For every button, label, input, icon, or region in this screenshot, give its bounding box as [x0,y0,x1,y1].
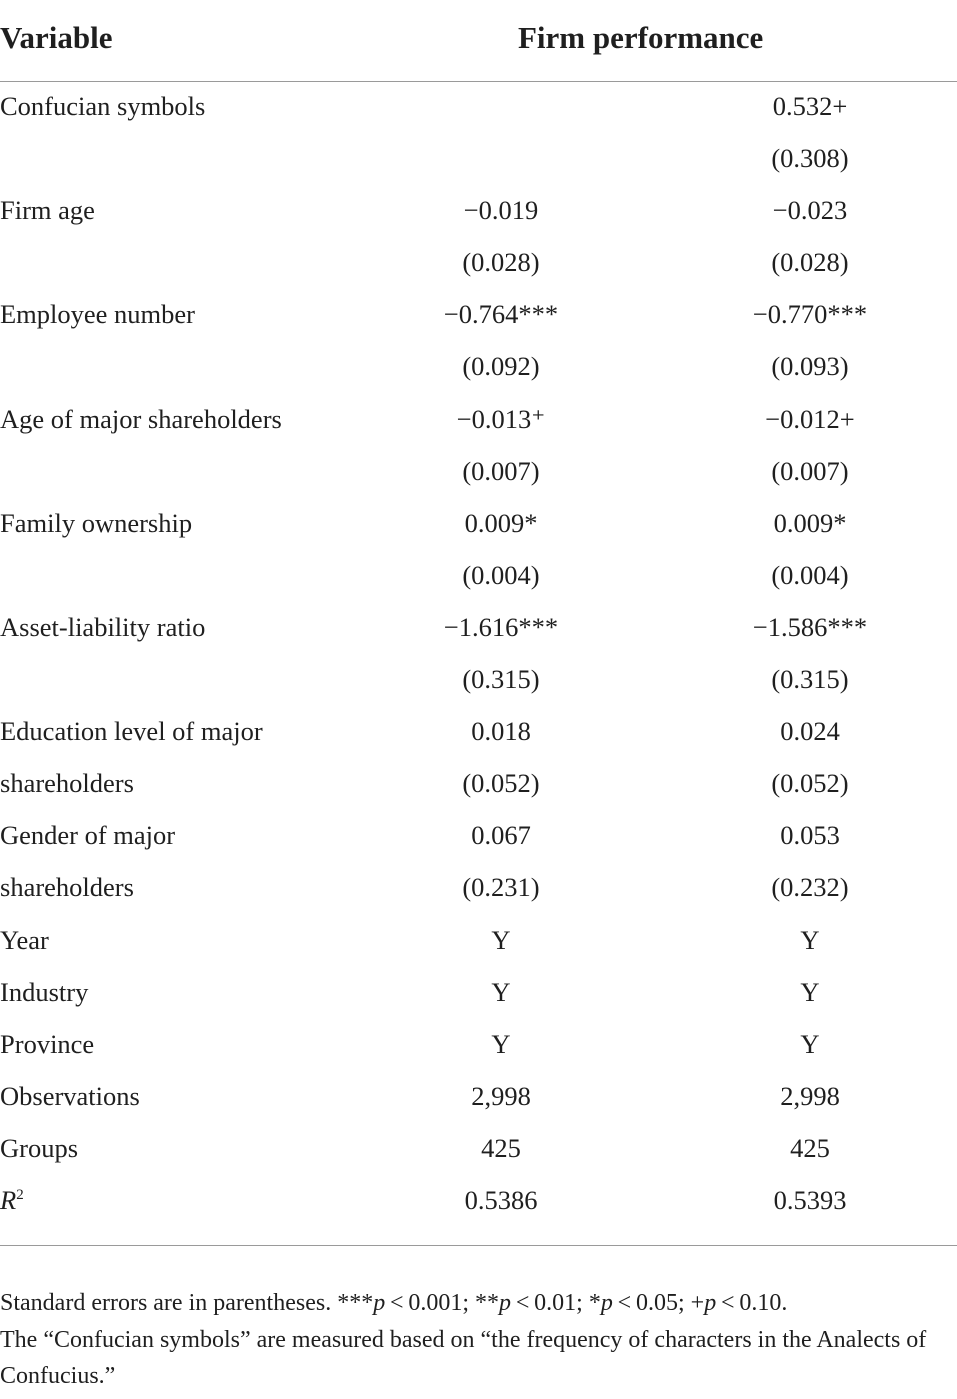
r2-label [0,1185,24,1216]
header-firm-performance: Firm performance [518,20,764,55]
table-row [0,186,957,238]
notes-line-1 [0,1285,957,1322]
model1-value: (0.007) [462,455,540,486]
notes-text: < 0.05; + [612,1290,705,1316]
model1-value: 0.067 [471,820,531,851]
notes-text: < 0.01; * [511,1290,601,1316]
model2-value: (0.028) [771,247,849,278]
row-label: Province [0,1028,95,1059]
table-notes [0,1285,957,1395]
model1-value: 0.5386 [464,1184,538,1215]
table-row [0,1020,957,1072]
model2-value: 425 [790,1132,830,1163]
model1-value: (0.028) [462,247,540,278]
table-row [0,1124,957,1176]
model2-value: (0.093) [771,351,849,382]
table-row [0,82,957,134]
model2-value: −0.770*** [752,299,868,330]
table-row [0,968,957,1020]
notes-p: p [600,1290,613,1316]
r2-row [0,1176,957,1228]
notes-p: p [704,1290,717,1316]
row-label: Groups [0,1132,79,1163]
table-row [0,1072,957,1124]
model2-value: (0.007) [771,455,849,486]
model1-value: 0.009* [464,507,538,538]
table-row [0,447,957,499]
row-label: Employee number [0,299,196,330]
notes-p: p [499,1290,512,1316]
table-row [0,342,957,394]
model1-value: (0.231) [462,872,540,903]
row-label: Age of major shareholders [0,403,282,434]
table-row [0,759,957,811]
model2-value: −1.586*** [752,611,868,642]
table-row [0,290,957,342]
model1-value: Y [491,924,511,955]
row-label: Asset-liability ratio [0,611,206,642]
table-bottom-rule [0,1245,957,1246]
table-row [0,551,957,603]
model1-value: −0.019 [463,195,539,226]
notes-text: < 0.001; ** [385,1290,500,1316]
row-label: shareholders [0,872,134,903]
row-label: Family ownership [0,507,193,538]
row-label: Firm age [0,195,95,226]
model2-value: 0.053 [780,820,840,851]
model2-value: 0.5393 [773,1184,847,1215]
model2-value: 0.024 [780,716,840,747]
table-row [0,655,957,707]
model1-value: 425 [481,1132,521,1163]
table-row [0,134,957,186]
model2-value: 0.532+ [772,91,848,121]
model1-value: −1.616*** [443,611,559,642]
row-label: Observations [0,1080,140,1111]
r2-symbol: R [0,1184,17,1215]
row-label: shareholders [0,768,134,799]
table-row [0,863,957,915]
model2-value: −0.023 [772,195,848,226]
model2-value: (0.315) [771,664,849,695]
table-row [0,238,957,290]
row-label: Confucian symbols [0,91,206,121]
table-row [0,811,957,863]
model2-value: (0.004) [771,559,849,590]
model1-value: (0.052) [462,768,540,799]
model1-value: Y [491,1028,511,1059]
model2-value: (0.308) [771,143,849,174]
model1-value: Y [491,976,511,1007]
model2-value: Y [800,924,820,955]
model1-value: (0.004) [462,559,540,590]
table-row [0,603,957,655]
table-row [0,395,957,447]
notes-p: p [373,1290,386,1316]
row-label: Gender of major [0,820,176,851]
row-label: Year [0,924,49,955]
table-header [0,0,957,82]
model2-value: Y [800,1028,820,1059]
notes-text: Standard errors are in parentheses. *** [0,1290,374,1316]
model1-value: 0.018 [471,716,531,747]
model1-value: −0.013⁺ [456,403,546,434]
model2-value: (0.052) [771,768,849,799]
table-body [0,82,957,1228]
model1-value: (0.092) [462,351,540,382]
model1-value: −0.764*** [443,299,559,330]
table-row [0,499,957,551]
r2-superscript: 2 [16,1187,24,1204]
row-label: Industry [0,976,89,1007]
model2-value: 0.009* [773,507,847,538]
model2-value: Y [800,976,820,1007]
notes-line-2: The “Confucian symbols” are measured based on “the frequency of characters in the Analects of Confucius.” [0,1326,927,1389]
header-variable: Variable [0,20,113,55]
notes-text: < 0.10. [716,1290,788,1316]
table-row [0,916,957,968]
model1-value: (0.315) [462,664,540,695]
table-row [0,707,957,759]
model1-value: 2,998 [471,1080,531,1111]
model2-value: (0.232) [771,872,849,903]
model2-value: 2,998 [780,1080,840,1111]
model2-value: −0.012+ [765,403,855,434]
row-label: Education level of major [0,716,263,747]
